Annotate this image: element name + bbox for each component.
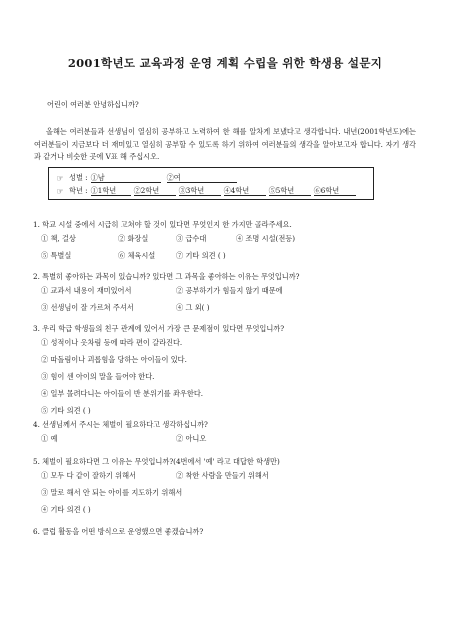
question-text: 1. 학교 시설 중에서 시급히 고쳐야 할 것이 있다면 무엇인지 한 가지만 골라주세요. [33,220,292,229]
pointing-hand-icon: ☞ [56,173,64,183]
option-row [33,505,423,518]
grade-option-4[interactable]: ④4학년 [224,186,266,196]
option-item[interactable]: ① 성적이나 옷차림 등에 따라 편이 갈라진다. [41,338,183,347]
option-item[interactable]: ① 교과서 내용이 재미있어서 [41,286,132,295]
intro-paragraph [34,126,416,164]
option-item[interactable]: ③ 말로 해서 안 되는 아이를 지도하기 위해서 [41,488,183,497]
option-item[interactable]: ② 공부하기가 힘들지 않기 때문에 [176,286,283,295]
question-text: 5. 체벌이 필요하다면 그 이유는 무엇입니까?(4번에서 '예' 라고 대답한 학생만) [33,457,280,466]
question-text: 4. 선생님께서 주시는 체벌이 필요하다고 생각하십니까? [33,420,208,429]
option-item[interactable]: ⑥ 체육시설 [118,251,156,260]
grade-row [55,186,356,196]
grade-option-2[interactable]: ②2학년 [134,186,176,196]
question-text: 2. 특별히 좋아하는 과목이 있습니까? 있다면 그 과목을 좋아하는 이유는 무엇입니까? [33,272,300,281]
option-item[interactable]: ⑤ 기타 의견 ( ) [41,406,91,415]
option-row [33,286,423,299]
question-3 [33,324,423,419]
option-row [33,251,423,264]
option-row [33,471,423,484]
gender-label: 성별 : [69,173,88,182]
option-row [33,303,423,316]
pointing-hand-icon: ☞ [56,186,64,196]
option-item[interactable]: ① 책, 걸상 [41,234,76,243]
question-5 [33,457,423,518]
gender-option-male[interactable]: ①남 [91,173,161,183]
option-item[interactable]: ② 따돌림이나 괴롭힘을 당하는 아이들이 있다. [41,355,187,364]
question-2 [33,272,423,316]
option-item[interactable]: ① 예 [41,434,58,443]
option-item[interactable]: ① 모두 다 같이 잘하기 위해서 [41,471,136,480]
question-4 [33,420,423,447]
option-item[interactable]: ② 아니오 [176,434,207,443]
grade-option-6[interactable]: ⑥6학년 [314,186,356,196]
option-item[interactable]: ④ 기타 의견 ( ) [41,505,91,514]
option-row [33,488,423,501]
grade-option-1[interactable]: ①1학년 [91,186,131,196]
page-title: 2001학년도 교육과정 운영 계획 수립을 위한 학생용 설문지 [67,56,383,70]
student-info-box [48,167,374,200]
option-item[interactable]: ② 화장실 [118,234,149,243]
grade-option-5[interactable]: ⑤5학년 [269,186,311,196]
greeting: 어린이 여러분 안녕하십니까? [47,100,139,109]
option-item[interactable]: ③ 선생님이 잘 가르쳐 주셔서 [41,303,134,312]
grade-option-3[interactable]: ③3학년 [179,186,221,196]
grade-label: 학년 : [69,186,88,195]
option-item[interactable]: ④ 조명 시설(전등) [236,234,296,243]
question-text: 6. 클럽 활동을 어떤 방식으로 운영했으면 좋겠습니까? [33,527,204,536]
gender-row [55,173,237,183]
intro-text: 올해는 여러분들과 선생님이 열심히 공부하고 노력하여 한 해를 알차게 보냈다고 생각합니다. 내년(2001학년도)에는 여러분들이 지금보다 더 재미있고 열심히 공부할 수 있도록 하기 위하여 여러분들의 생각을 알아보고자 합니다. 자기 생각과 같거나 비슷한 곳에 V표 해 주십시오. [34,127,416,162]
option-item[interactable]: ④ 그 외( ) [176,303,210,312]
question-text: 3. 우리 학급 학생들의 친구 관계에 있어서 가장 큰 문제점이 있다면 무엇입니까? [33,324,285,333]
option-item[interactable]: ④ 일부 몰려다니는 아이들이 반 분위기를 좌우한다. [41,389,204,398]
question-6 [33,527,423,537]
option-item[interactable]: ② 착한 사람을 만들기 위해서 [176,471,269,480]
option-item[interactable]: ⑦ 기타 의견 ( ) [176,251,226,260]
option-row [33,234,423,247]
option-item[interactable]: ③ 급수대 [176,234,207,243]
question-1 [33,220,423,264]
option-item[interactable]: ⑤ 특별실 [41,251,72,260]
gender-option-female[interactable]: ②여 [167,173,237,183]
option-item[interactable]: ③ 힘이 센 아이의 말을 들어야 한다. [41,372,155,381]
option-row [33,434,423,447]
